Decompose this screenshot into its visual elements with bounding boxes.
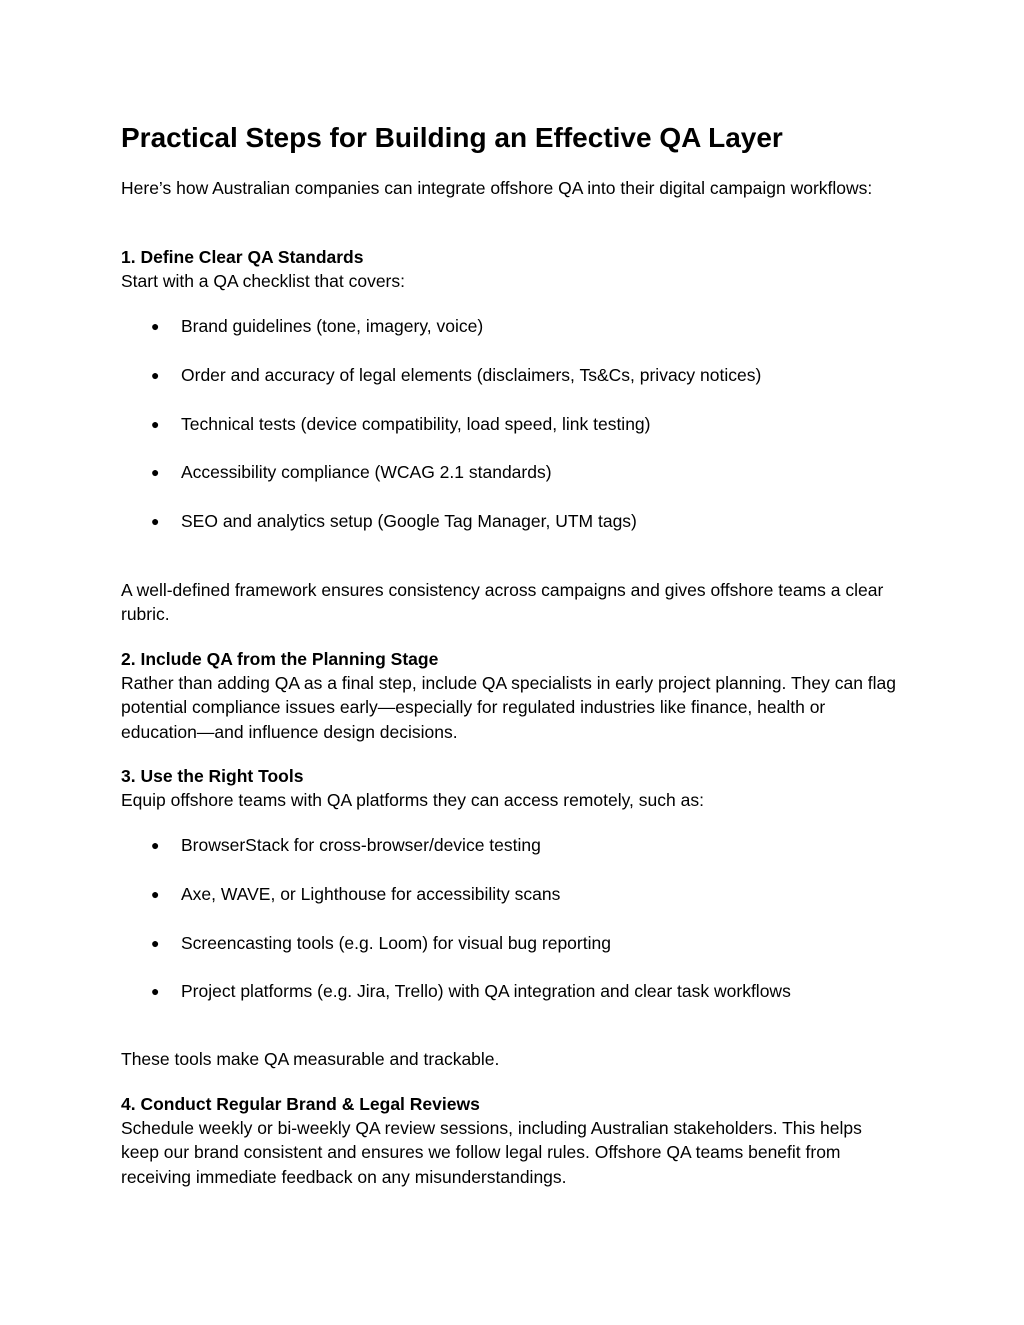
- list-item-text: SEO and analytics setup (Google Tag Manager, UTM tags): [181, 511, 637, 532]
- bullet-icon: ●: [151, 318, 160, 334]
- list-item-text: Order and accuracy of legal elements (disclaimers, Ts&Cs, privacy notices): [181, 364, 762, 385]
- list-item-text: Technical tests (device compatibility, load speed, link testing): [181, 413, 651, 434]
- section-1-after: A well‑defined framework ensures consistency across campaigns and gives offshore teams a clear rubric.: [121, 580, 884, 625]
- bullet-icon: ●: [151, 366, 160, 383]
- list-item-text: BrowserStack for cross‑browser/device testing: [181, 835, 541, 855]
- intro-paragraph: Here’s how Australian companies can integrate offshore QA into their digital campaign workflows:: [121, 178, 873, 198]
- section-2-heading: 2. Include QA from the Planning Stage: [121, 649, 439, 669]
- bullet-icon: ●: [151, 415, 160, 432]
- section-2-lead: Rather than adding QA as a final step, include QA specialists in early project planning. They can flag potential compliance issues early—especially for regulated industries like finance, health or education—and influence design decisions.: [121, 673, 896, 742]
- section-4-lead: Schedule weekly or bi‑weekly QA review sessions, including Australian stakeholders. This helps keep our brand consistent and ensures we follow legal rules. Offshore QA teams benefit from receiving immediate feedback on any misunderstandings.: [121, 1118, 862, 1187]
- bullet-icon: ●: [151, 885, 160, 902]
- section-1-lead: Start with a QA checklist that covers:: [121, 271, 405, 291]
- list-item-text: Screencasting tools (e.g. Loom) for visual bug reporting: [181, 932, 611, 953]
- list-item-text: Accessibility compliance (WCAG 2.1 standards): [181, 462, 552, 483]
- section-4-heading: 4. Conduct Regular Brand & Legal Reviews: [121, 1094, 480, 1114]
- page-title: Practical Steps for Building an Effective QA Layer: [121, 122, 783, 153]
- section-3-after: These tools make QA measurable and trackable.: [121, 1049, 500, 1069]
- list-item-text: Axe, WAVE, or Lighthouse for accessibility scans: [181, 883, 561, 904]
- bullet-icon: ●: [151, 934, 160, 951]
- bullet-icon: ●: [151, 464, 160, 481]
- list-item-text: Brand guidelines (tone, imagery, voice): [181, 316, 484, 336]
- bullet-icon: ●: [151, 983, 160, 1000]
- section-3-lead: Equip offshore teams with QA platforms they can access remotely, such as:: [121, 790, 704, 810]
- list-item-text: Project platforms (e.g. Jira, Trello) with QA integration and clear task workflows: [181, 981, 791, 1002]
- bullet-icon: ●: [151, 513, 160, 530]
- section-3-heading: 3. Use the Right Tools: [121, 766, 304, 786]
- section-1-heading: 1. Define Clear QA Standards: [121, 247, 364, 267]
- bullet-icon: ●: [151, 837, 160, 853]
